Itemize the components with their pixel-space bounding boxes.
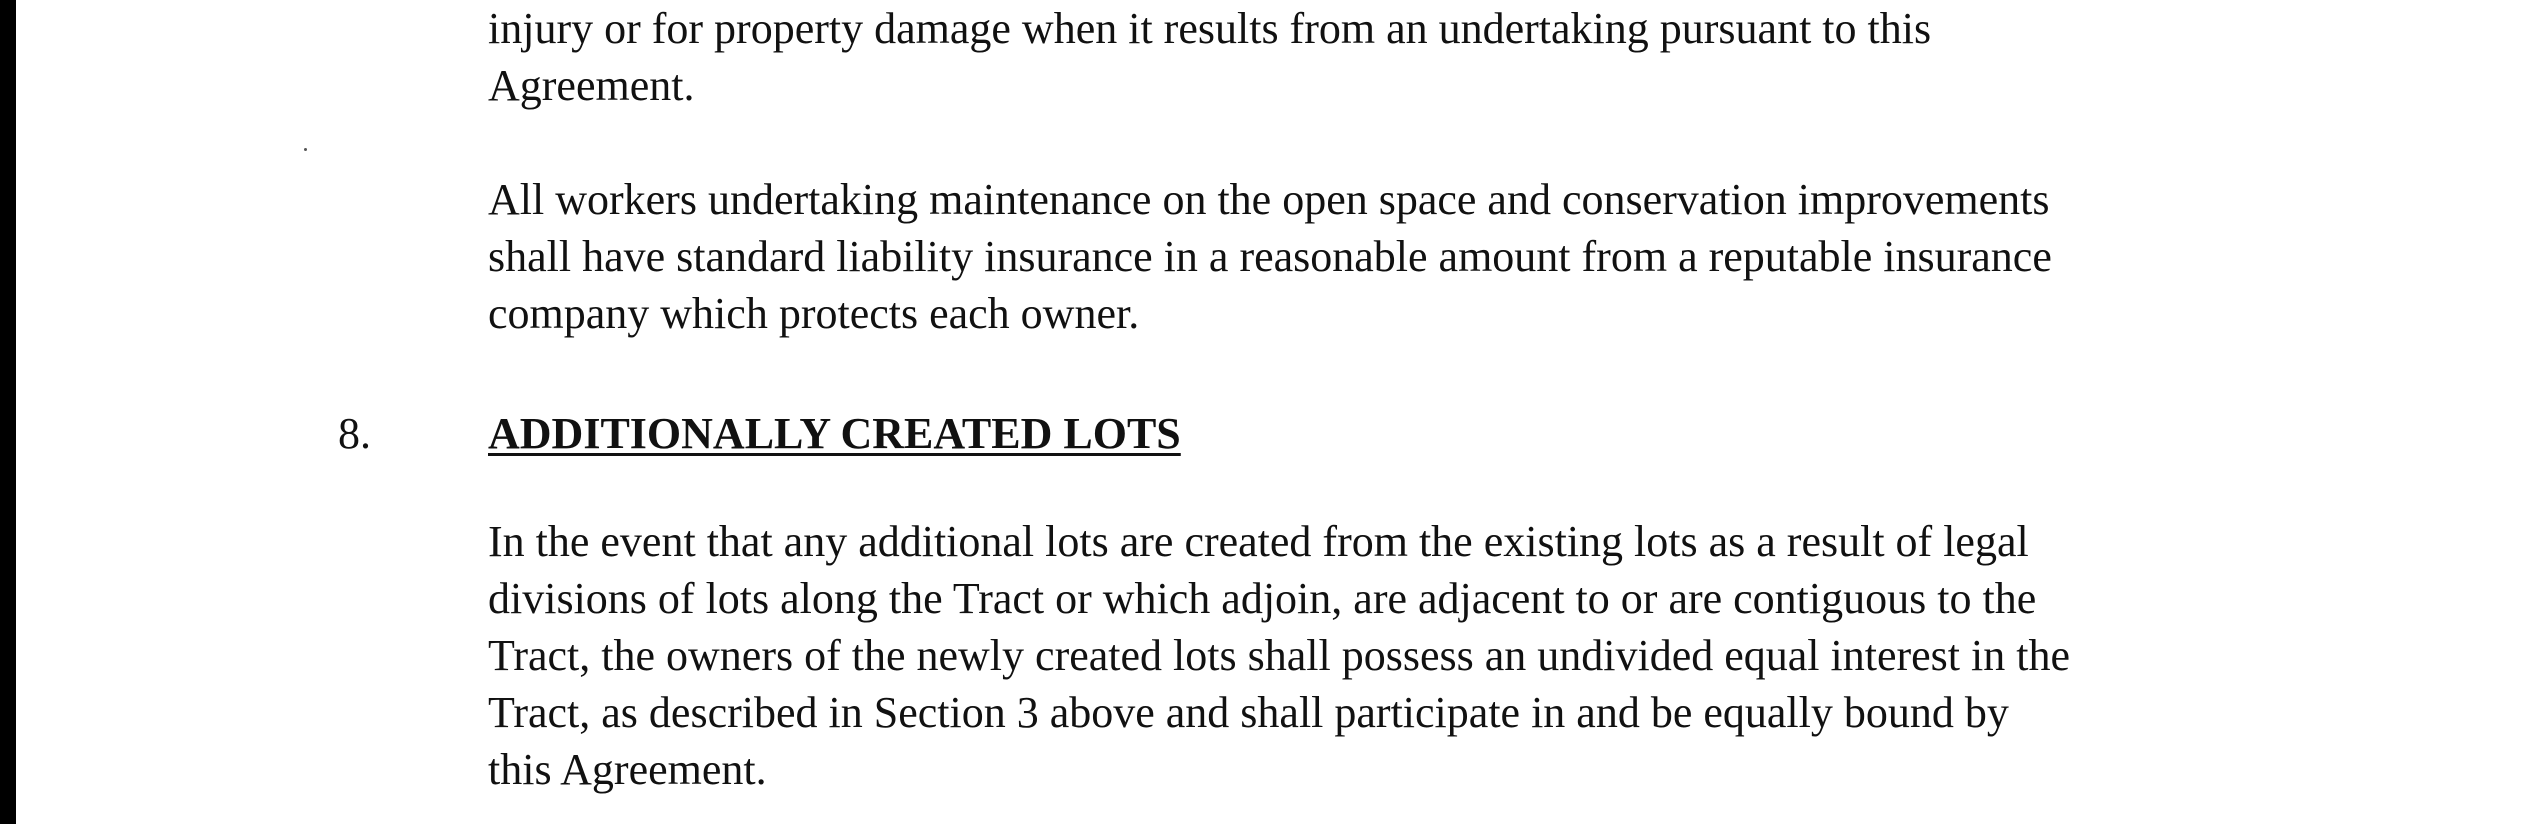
scan-black-edge: [0, 0, 16, 824]
paragraph-line: All workers undertaking maintenance on the open space and conservation improvements: [488, 175, 2050, 224]
paragraph-line: Tract, the owners of the newly created lots shall possess an undivided equal interest in the: [488, 631, 2071, 680]
section-heading: ADDITIONALLY CREATED LOTS: [488, 409, 1181, 458]
paragraph-line: divisions of lots along the Tract or which adjoin, are adjacent to or are contiguous to the: [488, 574, 2037, 623]
section-number: 8.: [338, 409, 371, 458]
paragraph-line: Agreement.: [488, 61, 695, 110]
paragraph-liability-end: [488, 0, 2448, 114]
paragraph-additional-lots: [488, 513, 2448, 798]
scan-speck: [304, 148, 307, 151]
paragraph-line: In the event that any additional lots are created from the existing lots as a result of legal: [488, 517, 2029, 566]
paragraph-insurance: [488, 171, 2448, 342]
paragraph-line: company which protects each owner.: [488, 289, 1140, 338]
paragraph-line: injury or for property damage when it results from an undertaking pursuant to this: [488, 4, 1932, 53]
paragraph-line: Tract, as described in Section 3 above and shall participate in and be equally bound by: [488, 688, 2009, 737]
paragraph-line: this Agreement.: [488, 745, 767, 794]
paragraph-line: shall have standard liability insurance in a reasonable amount from a reputable insurance: [488, 232, 2052, 281]
